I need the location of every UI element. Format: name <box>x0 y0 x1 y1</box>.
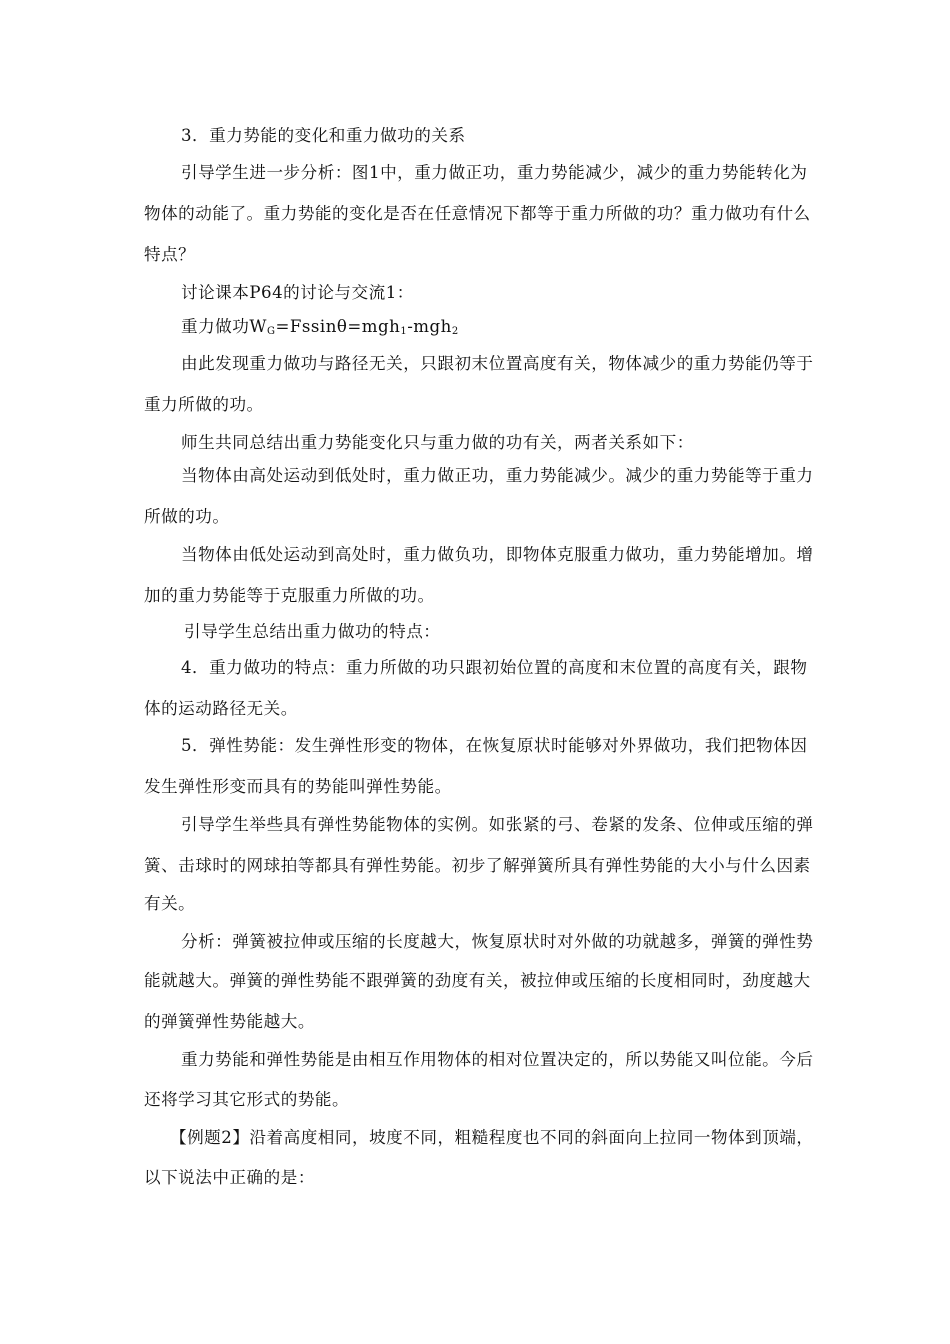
paragraph-line: 5．弹性势能：发生弹性形变的物体，在恢复原状时能够对外界做功，我们把物体因 <box>181 736 808 755</box>
formula-subscript: 1 <box>400 326 408 337</box>
paragraph-line: 重力势能和弹性势能是由相互作用物体的相对位置决定的，所以势能又叫位能。今后 <box>181 1050 814 1069</box>
formula-text: =Fssinθ=mgh <box>275 317 401 336</box>
paragraph-line: 簧、击球时的网球拍等都具有弹性势能。初步了解弹簧所具有弹性势能的大小与什么因素 <box>144 856 811 875</box>
paragraph-line: 讨论课本P64的讨论与交流1： <box>181 283 414 302</box>
formula-text: -mgh <box>407 317 452 336</box>
paragraph-line: 引导学生总结出重力做功的特点： <box>184 622 441 641</box>
paragraph-line: 加的重力势能等于克服重力所做的功。 <box>144 586 435 605</box>
paragraph-line: 分析：弹簧被拉伸或压缩的长度越大，恢复原状时对外做的功就越多，弹簧的弹性势 <box>181 932 814 951</box>
paragraph-line: 还将学习其它形式的势能。 <box>144 1090 350 1109</box>
paragraph-line: 师生共同总结出重力势能变化只与重力做的功有关，两者关系如下： <box>181 433 694 452</box>
paragraph-line: 物体的动能了。重力势能的变化是否在任意情况下都等于重力所做的功？重力做功有什么 <box>144 204 811 223</box>
paragraph-line: 的弹簧弹性势能越大。 <box>144 1012 315 1031</box>
paragraph-line: 有关。 <box>144 894 196 913</box>
paragraph-line: 引导学生进一步分析：图1中，重力做正功，重力势能减少，减少的重力势能转化为 <box>181 163 808 182</box>
paragraph-line: 发生弹性形变而具有的势能叫弹性势能。 <box>144 777 452 796</box>
paragraph-line: 当物体由低处运动到高处时，重力做负功，即物体克服重力做功，重力势能增加。增 <box>181 545 814 564</box>
paragraph-line: 由此发现重力做功与路径无关，只跟初末位置高度有关，物体减少的重力势能仍等于 <box>181 354 814 373</box>
paragraph-line: 体的运动路径无关。 <box>144 699 298 718</box>
paragraph-line: 能就越大。弹簧的弹性势能不跟弹簧的劲度有关，被拉伸或压缩的长度相同时，劲度越大 <box>144 971 811 990</box>
formula-subscript: 2 <box>451 326 459 337</box>
paragraph-line: 特点？ <box>144 245 196 264</box>
paragraph-line: 当物体由高处运动到低处时，重力做正功，重力势能减少。减少的重力势能等于重力 <box>181 466 814 485</box>
paragraph-line: 所做的功。 <box>144 507 230 526</box>
example-line: 以下说法中正确的是： <box>144 1168 315 1187</box>
formula-subscript: G <box>266 326 276 337</box>
example-line: 【例题2】沿着高度相同，坡度不同，粗糙程度也不同的斜面向上拉同一物体到顶端， <box>170 1128 814 1147</box>
formula-text: 重力做功W <box>181 317 267 336</box>
formula-line <box>181 317 459 337</box>
heading-3: 3．重力势能的变化和重力做功的关系 <box>181 126 466 145</box>
paragraph-line: 重力所做的功。 <box>144 395 264 414</box>
paragraph-line: 4．重力做功的特点：重力所做的功只跟初始位置的高度和末位置的高度有关，跟物 <box>181 658 808 677</box>
paragraph-line: 引导学生举些具有弹性势能物体的实例。如张紧的弓、卷紧的发条、位伸或压缩的弹 <box>181 815 814 834</box>
